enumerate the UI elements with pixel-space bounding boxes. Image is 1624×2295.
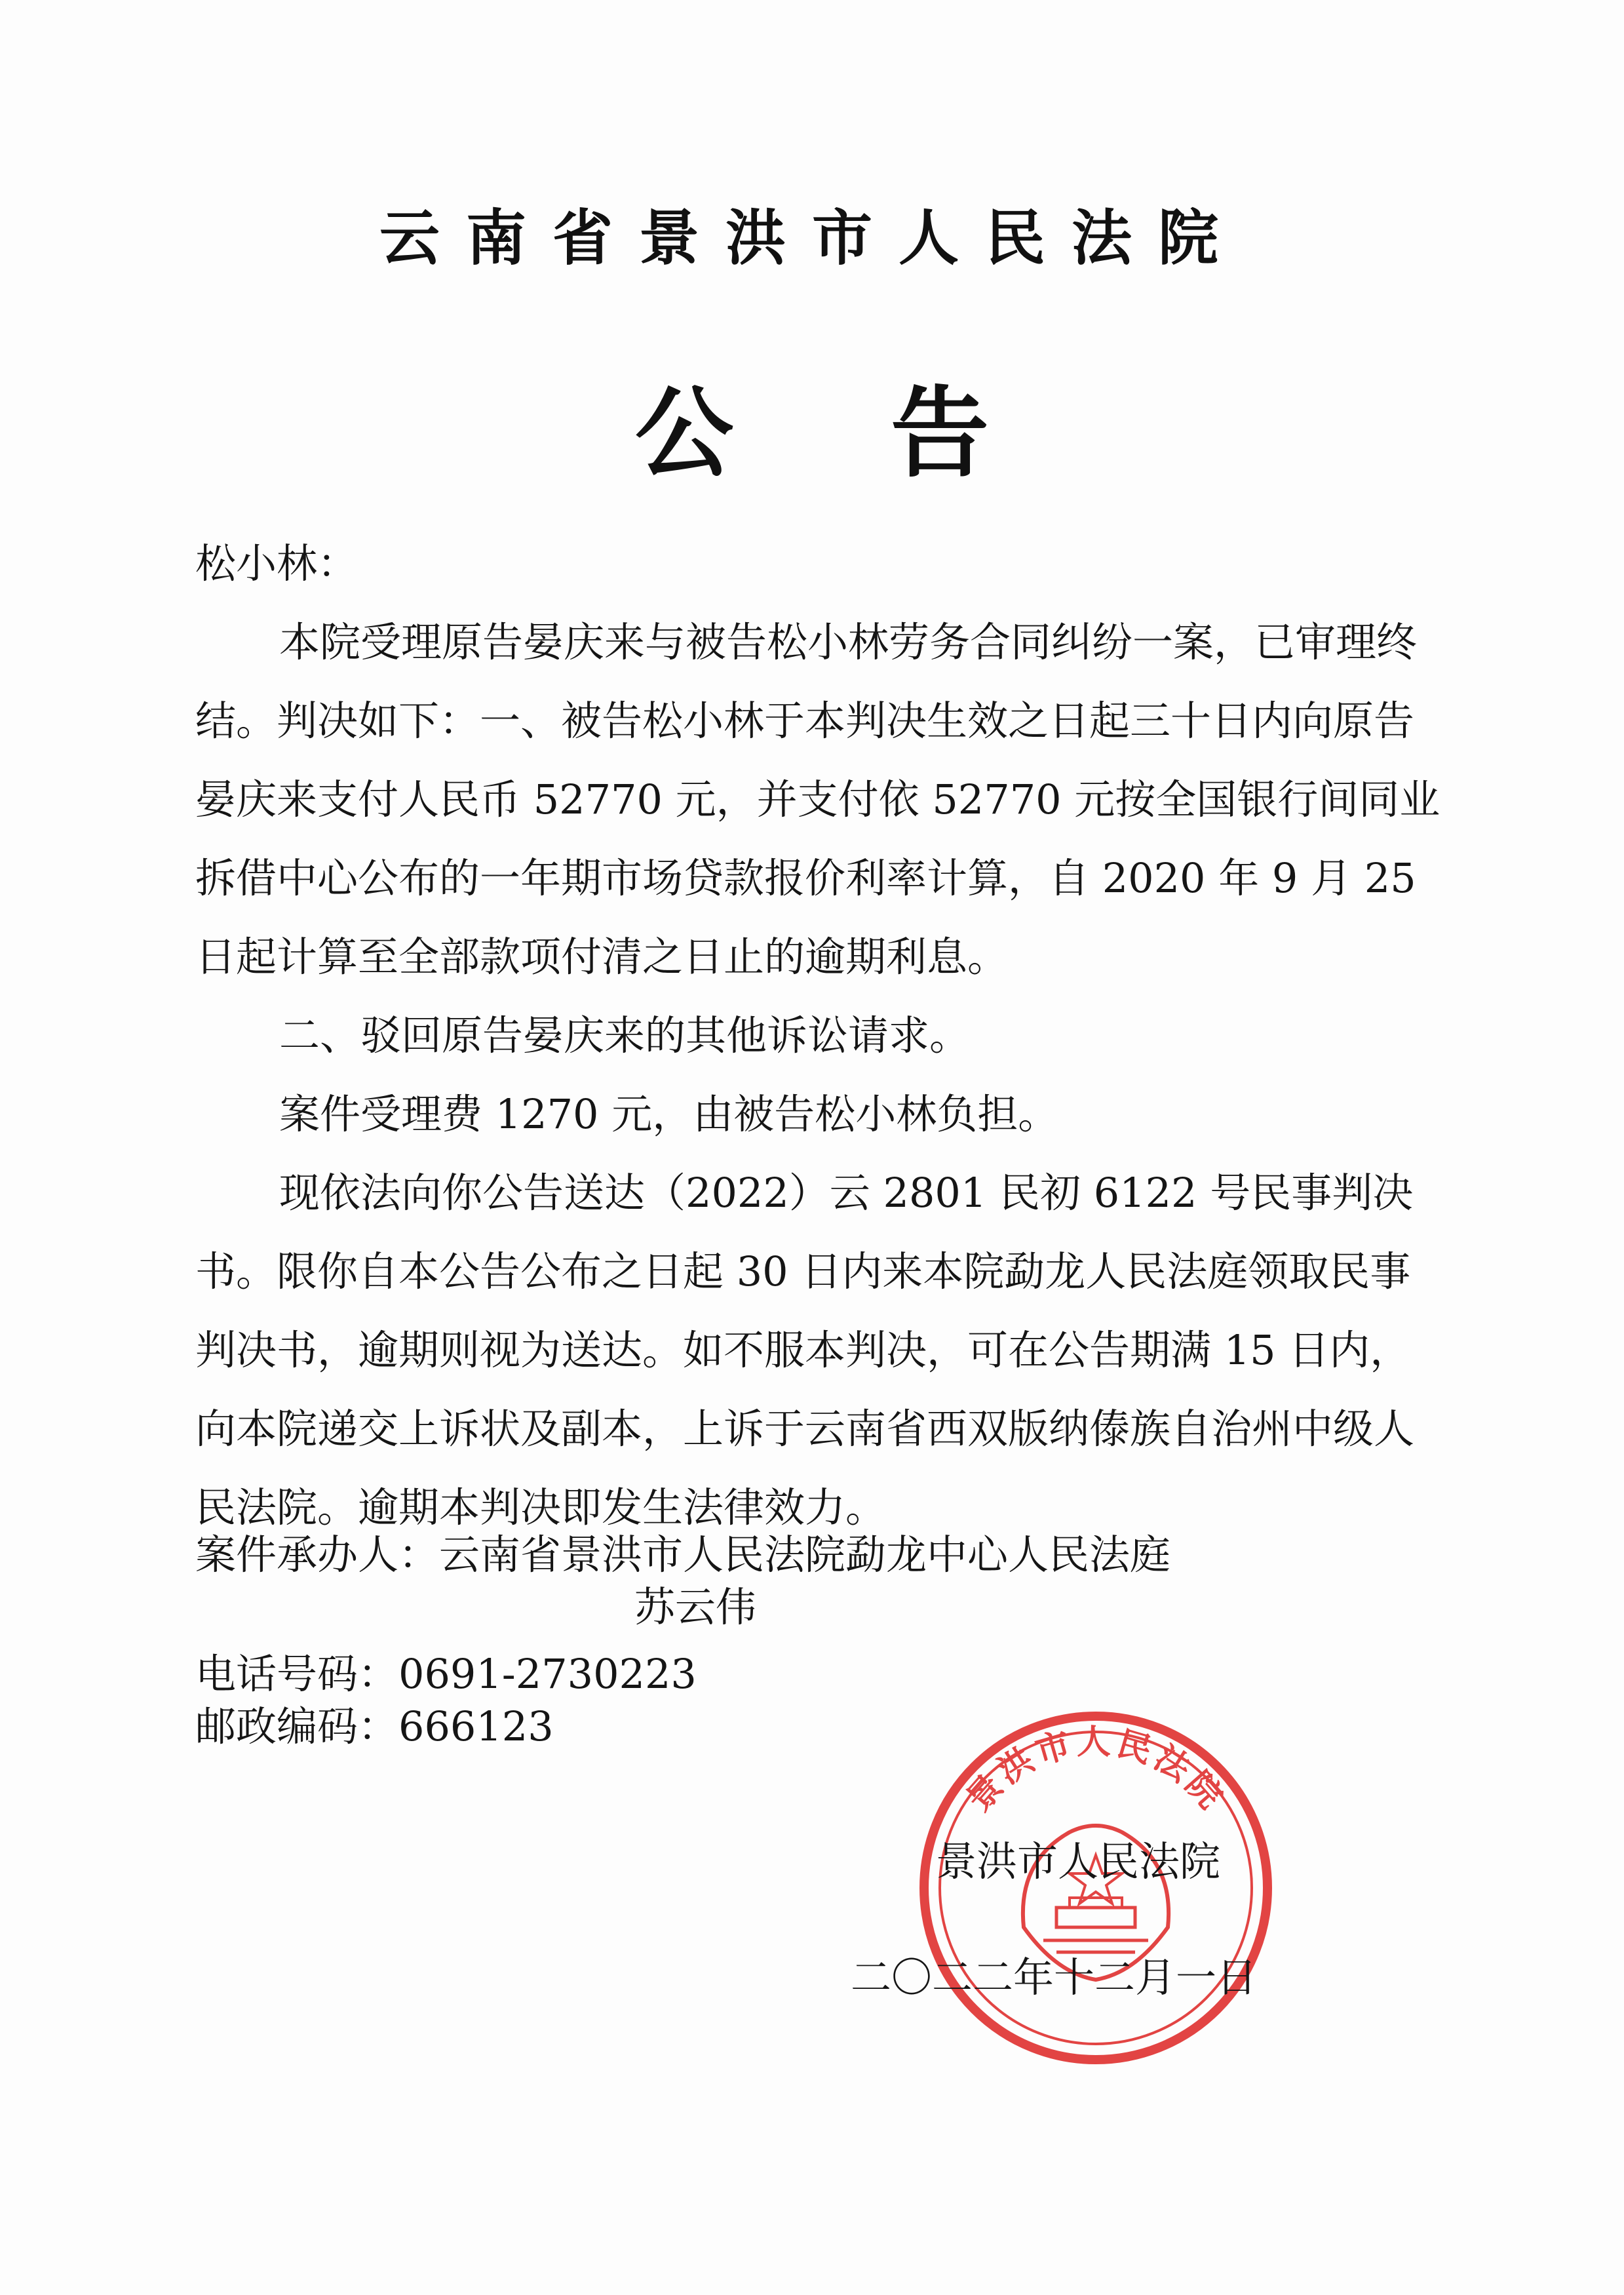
notice-body <box>195 524 1440 1547</box>
phone-number: 0691-2730223 <box>398 1650 697 1698</box>
signature-date: 二〇二二年十二月一日 <box>851 1953 1258 2001</box>
paragraph-fee: 案件受理费 1270 元，由被告松小林负担。 <box>279 1090 1059 1138</box>
phone-line <box>195 1648 1440 1700</box>
seal-outer-ring <box>924 1716 1267 2060</box>
handler-line <box>195 1529 1440 1581</box>
paragraph-judgment: 本院受理原告晏庆来与被告松小林劳务合同纠纷一案，已审理终结。判决如下：一、被告松小林于本判决生效之日起三十日内向原告晏庆来支付人民币 52770 元，并支付依 52770 元按全国银行间同业拆借中心公布的一年期市场贷款报价利率计算，自 2020 年 9 月 25 日起计算至全部款项付清之日止的逾期利息。 <box>195 618 1440 981</box>
paragraph-dismissal: 二、驳回原告晏庆来的其他诉讼请求。 <box>279 1011 971 1059</box>
handler-name: 苏云伟 <box>634 1583 757 1631</box>
handler-label: 案件承办人： <box>195 1531 440 1579</box>
postal-code: 666123 <box>398 1702 554 1750</box>
postal-label: 邮政编码： <box>195 1702 399 1750</box>
handler-org: 云南省景洪市人民法院勐龙中心人民法庭 <box>439 1531 1171 1579</box>
notice-title: 公告 <box>634 376 1146 491</box>
addressee: 松小林： <box>195 539 358 587</box>
court-seal <box>912 1704 1279 2071</box>
phone-label: 电话号码： <box>195 1650 399 1698</box>
signature-court: 景洪市人民法院 <box>936 1837 1221 1885</box>
court-heading: 云南省景洪市人民法院 <box>379 203 1245 273</box>
paragraph-service: 现依法向你公告送达（2022）云 2801 民初 6122 号民事判决书。限你自本公告公布之日起 30 日内来本院勐龙人民法庭领取民事判决书，逾期则视为送达。如不服本判决，可在公告期满 15 日内，向本院递交上诉状及副本，上诉于云南省西双版纳傣族自治州中级人民法院。逾期本判决即发生法律效力。 <box>195 1169 1415 1531</box>
seal-text: 景洪市人民法院 <box>958 1721 1233 1819</box>
